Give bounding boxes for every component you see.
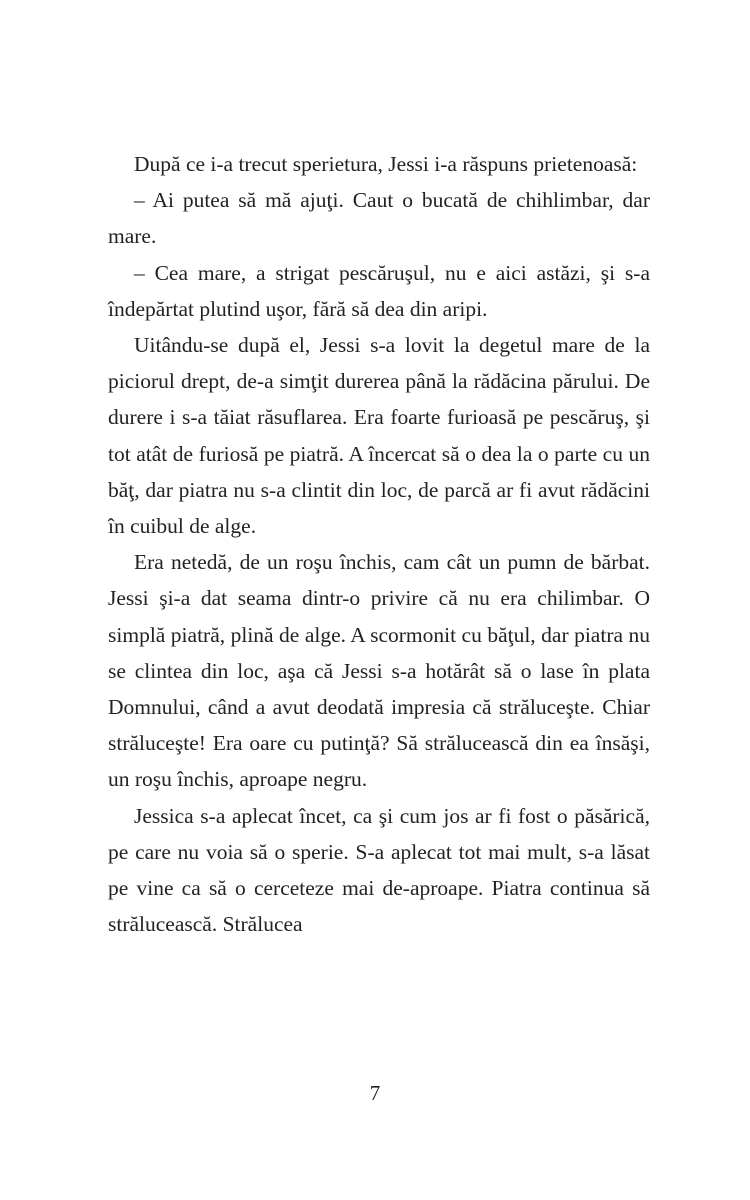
paragraph-4: Uitându-se după el, Jessi s-a lovit la degetul mare de la piciorul drept, de-a simţit durerea până la rădăcina părului. De durere i s-a tăiat răsuflarea. Era foarte furioasă pe pescăruş, şi tot atât de furiosă pe piatră. A încercat să o dea la o parte cu un băţ, dar piatra nu s-a clintit din loc, de parcă ar fi avut rădăcini în cuibul de alge. [108,333,650,539]
body-text [108,146,650,942]
paragraph-2: – Ai putea să mă ajuţi. Caut o bucată de chihlimbar, dar mare. [108,188,650,249]
page-number: 7 [369,1081,381,1105]
paragraph-1: După ce i-a trecut sperietura, Jessi i-a răspuns prietenoasă: [134,152,638,176]
paragraph-6: Jessica s-a aplecat încet, ca şi cum jos ar fi fost o păsărică, pe care nu voia să o sperie. S-a aplecat tot mai mult, s-a lăsat pe vine ca să o cerceteze mai de-aproape. Piatra continua să strălucească. Strălucea [108,803,650,937]
paragraph-5: Era netedă, de un roşu închis, cam cât un pumn de bărbat. Jessi şi-a dat seama dintr-o privire că nu era chilimbar. O simplă piatră, plină de alge. A scormonit cu băţul, dar piatra nu se clintea din loc, aşa că Jessi s-a hotărât să o lase în plata Domnului, când a avut deodată impresia că străluceşte. Chiar străluceşte! Era oare cu putinţă? Să strălucească din ea însăşi, un roşu închis, aproape negru. [108,550,650,792]
paragraph-3: – Cea mare, a strigat pescăruşul, nu e aici astăzi, şi s-a îndepărtat plutind uşor, fără să dea din aripi. [108,260,650,321]
